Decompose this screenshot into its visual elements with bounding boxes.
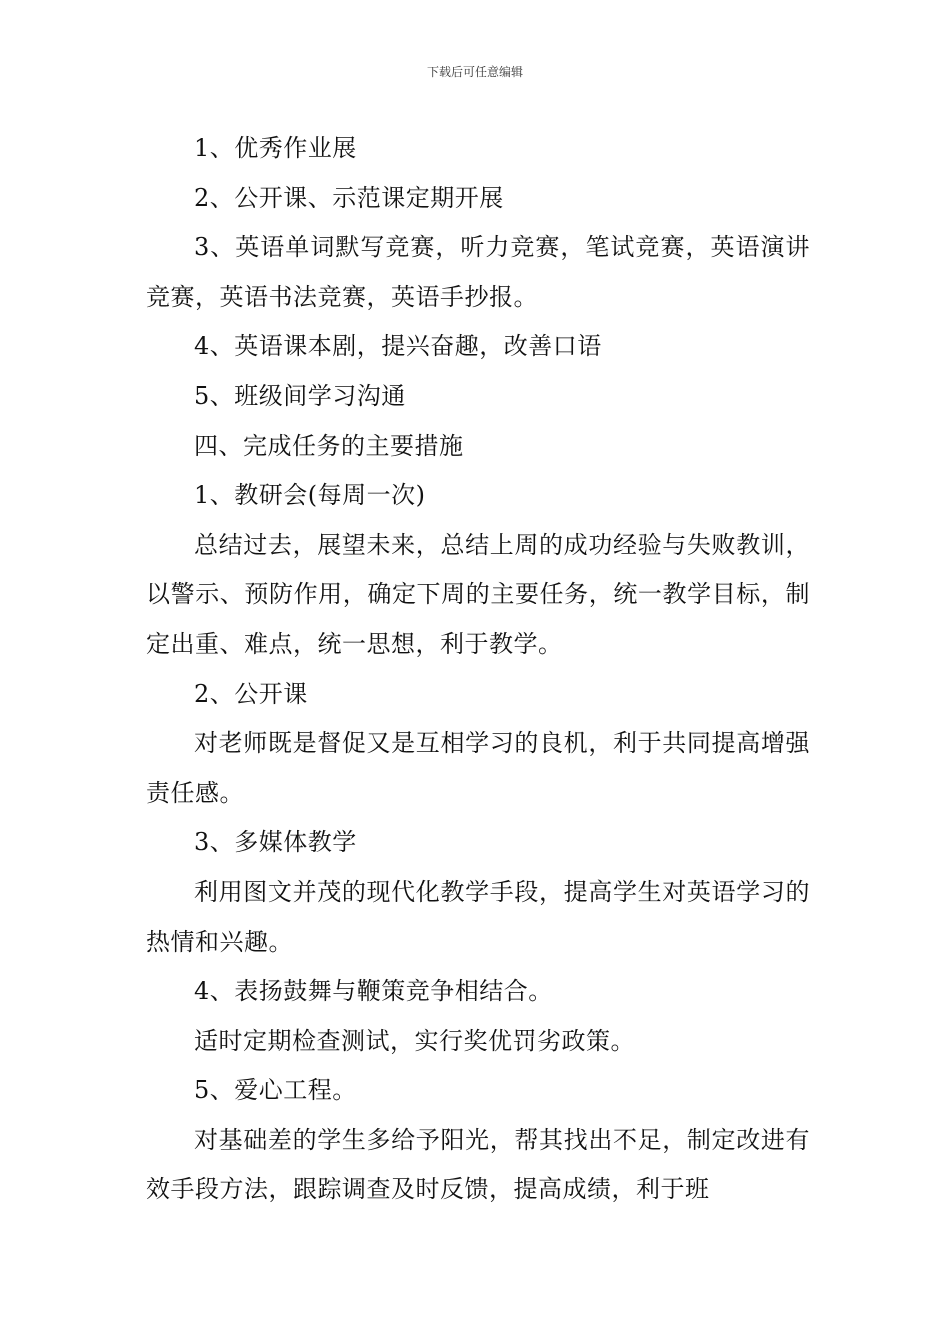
paragraph-item-5: 5、班级间学习沟通 — [194, 381, 406, 410]
measure-heading-4: 4、表扬鼓舞与鞭策竞争相结合。 — [194, 977, 553, 1006]
paragraph-item-2: 2、公开课、示范课定期开展 — [194, 183, 504, 212]
section-heading-measures: 四、完成任务的主要措施 — [194, 431, 464, 460]
page-header: 下载后可任意编辑 — [426, 65, 523, 79]
measure-heading-2: 2、公开课 — [194, 679, 308, 708]
measure-body-5: 对基础差的学生多给予阳光，帮其找出不足，制定改进有效手段方法，跟踪调查及时反馈，提高成绩，利于班 — [146, 1125, 810, 1204]
document-body — [146, 124, 810, 1215]
measure-heading-1: 1、教研会(每周一次) — [194, 481, 426, 510]
measure-body-1: 总结过去，展望未来，总结上周的成功经验与失败教训，以警示、预防作用，确定下周的主要任务，统一教学目标，制定出重、难点，统一思想，利于教学。 — [146, 530, 810, 658]
measure-body-4: 适时定期检查测试，实行奖优罚劣政策。 — [194, 1026, 635, 1055]
measure-body-2: 对老师既是督促又是互相学习的良机，利于共同提高增强责任感。 — [146, 729, 810, 807]
paragraph-item-4: 4、英语课本剧，提兴奋趣，改善口语 — [194, 332, 602, 361]
measure-body-3: 利用图文并茂的现代化教学手段，提高学生对英语学习的热情和兴趣。 — [146, 877, 810, 956]
measure-heading-5: 5、爱心工程。 — [194, 1076, 357, 1105]
measure-heading-3: 3、多媒体教学 — [194, 828, 357, 857]
paragraph-item-1: 1、优秀作业展 — [194, 134, 357, 162]
paragraph-item-3: 3、英语单词默写竞赛，听力竞赛，笔试竞赛，英语演讲竞赛，英语书法竞赛，英语手抄报。 — [146, 233, 810, 311]
